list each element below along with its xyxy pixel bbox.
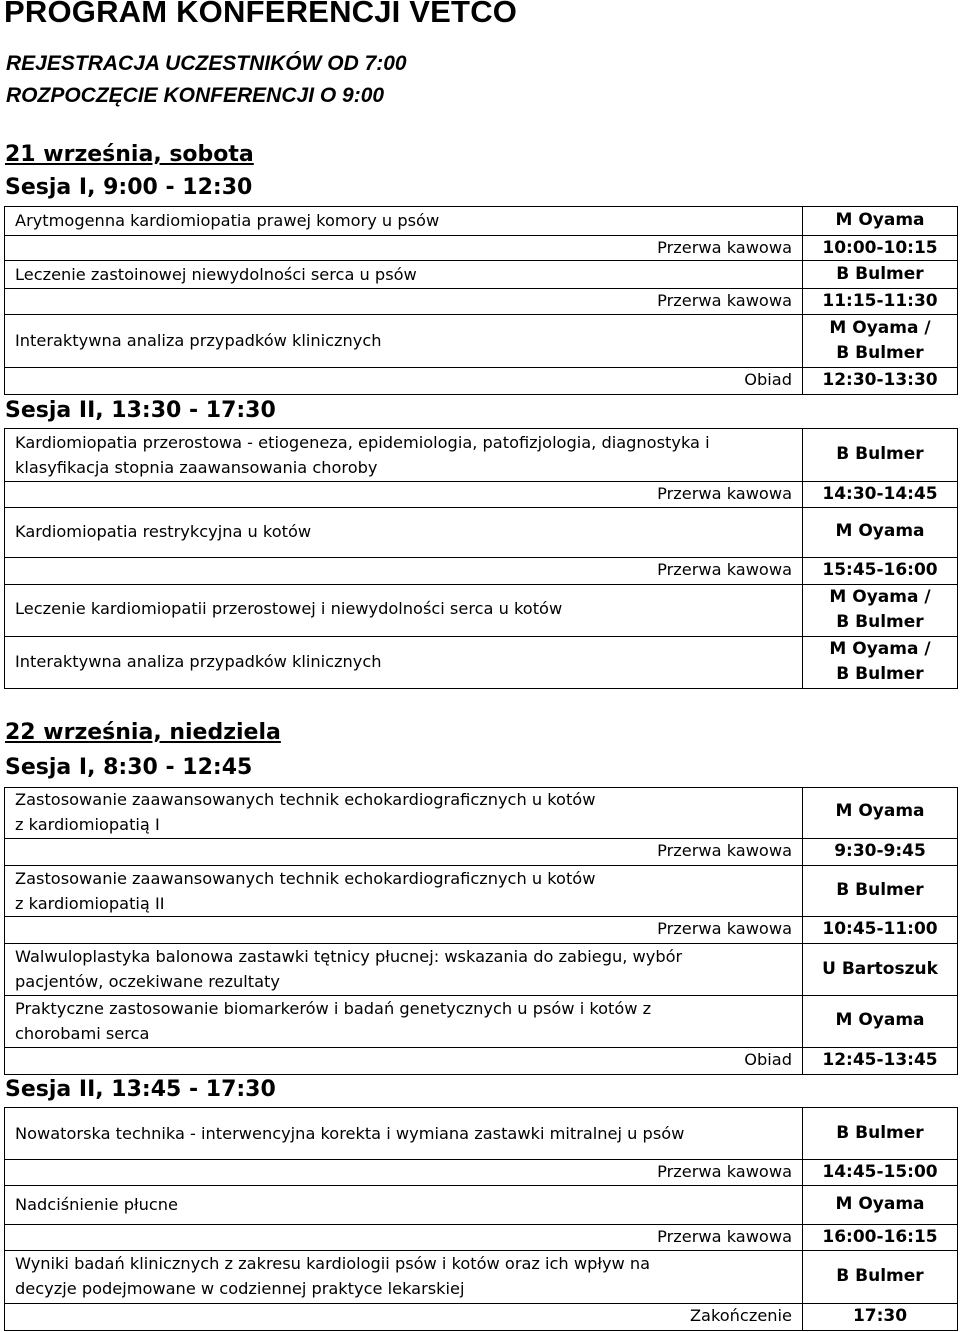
talk-title-line2: z kardiomiopatią I bbox=[15, 815, 160, 834]
speaker: B Bulmer bbox=[836, 1266, 924, 1286]
talk-title-line2: decyzje podejmowane w codziennej praktyce lekarskiej bbox=[15, 1279, 465, 1298]
talk-title: Nadciśnienie płucne bbox=[15, 1195, 178, 1214]
opening-note: ROZPOCZĘCIE KONFERENCJI O 9:00 bbox=[6, 84, 385, 107]
talk-title-line2: klasyfikacja stopnia zaawansowania choroby bbox=[15, 458, 378, 477]
talk-title: Arytmogenna kardiomiopatia prawej komory u psów bbox=[15, 211, 440, 230]
speaker-line1: M Oyama / bbox=[829, 587, 931, 607]
talk-title-line1: Wyniki badań klinicznych z zakresu kardiologii psów i kotów oraz ich wpływ na bbox=[15, 1254, 651, 1273]
talk-title: Kardiomiopatia restrykcyjna u kotów bbox=[15, 522, 312, 541]
break-time: 9:30-9:45 bbox=[834, 841, 926, 861]
speaker: B Bulmer bbox=[836, 444, 924, 464]
break-label: Przerwa kawowa bbox=[657, 484, 792, 503]
day2-session2-heading: Sesja II, 13:45 - 17:30 bbox=[5, 1077, 276, 1102]
day2-session1-heading: Sesja I, 8:30 - 12:45 bbox=[5, 755, 253, 780]
speaker: M Oyama bbox=[835, 521, 925, 541]
talk-title-line1: Praktyczne zastosowanie biomarkerów i badań genetycznych u psów i kotów z bbox=[15, 999, 652, 1018]
talk-title: Leczenie zastoinowej niewydolności serca u psów bbox=[15, 265, 417, 284]
talk-title-line1: Zastosowanie zaawansowanych technik echokardiograficznych u kotów bbox=[15, 790, 596, 809]
registration-note: REJESTRACJA UCZESTNIKÓW OD 7:00 bbox=[6, 52, 407, 75]
break-time: 15:45-16:00 bbox=[822, 560, 938, 580]
break-label: Przerwa kawowa bbox=[657, 919, 792, 938]
break-label: Przerwa kawowa bbox=[657, 1227, 792, 1246]
talk-title: Interaktywna analiza przypadków klinicznych bbox=[15, 652, 382, 671]
talk-title-line1: Zastosowanie zaawansowanych technik echokardiograficznych u kotów bbox=[15, 869, 596, 888]
talk-title-line1: Kardiomiopatia przerostowa - etiogeneza, epidemiologia, patofizjologia, diagnostyka i bbox=[15, 433, 710, 452]
talk-title-line2: z kardiomiopatią II bbox=[15, 894, 165, 913]
speaker: M Oyama bbox=[835, 801, 925, 821]
day1-session1-heading: Sesja I, 9:00 - 12:30 bbox=[5, 175, 253, 200]
speaker: B Bulmer bbox=[836, 264, 924, 284]
break-time: 16:00-16:15 bbox=[822, 1227, 938, 1247]
day2-heading: 22 września, niedziela bbox=[5, 720, 281, 745]
lunch-time: 12:45-13:45 bbox=[822, 1050, 938, 1070]
talk-title: Nowatorska technika - interwencyjna korekta i wymiana zastawki mitralnej u psów bbox=[15, 1124, 685, 1143]
day1-heading: 21 września, sobota bbox=[5, 142, 254, 167]
day1-session2-heading: Sesja II, 13:30 - 17:30 bbox=[5, 398, 276, 423]
break-time: 11:15-11:30 bbox=[822, 291, 938, 311]
end-label: Zakończenie bbox=[689, 1306, 792, 1325]
break-time: 14:30-14:45 bbox=[822, 484, 938, 504]
speaker: M Oyama bbox=[835, 210, 925, 230]
speaker: M Oyama bbox=[835, 1010, 925, 1030]
speaker-line2: B Bulmer bbox=[836, 664, 924, 684]
speaker-line2: B Bulmer bbox=[836, 343, 924, 363]
break-time: 14:45-15:00 bbox=[822, 1162, 938, 1182]
page-title: PROGRAM KONFERENCJI VETCO bbox=[4, 0, 518, 29]
speaker-line1: M Oyama / bbox=[829, 318, 931, 338]
speaker: U Bartoszuk bbox=[822, 959, 938, 979]
break-label: Przerwa kawowa bbox=[657, 1162, 792, 1181]
lunch-label: Obiad bbox=[744, 370, 792, 389]
talk-title-line1: Walwuloplastyka balonowa zastawki tętnicy płucnej: wskazania do zabiegu, wybór bbox=[15, 947, 683, 966]
speaker-line2: B Bulmer bbox=[836, 612, 924, 632]
break-label: Przerwa kawowa bbox=[657, 841, 792, 860]
talk-title: Interaktywna analiza przypadków klinicznych bbox=[15, 331, 382, 350]
lunch-label: Obiad bbox=[744, 1050, 792, 1069]
talk-title: Leczenie kardiomiopatii przerostowej i niewydolności serca u kotów bbox=[15, 599, 563, 618]
talk-title-line2: pacjentów, oczekiwane rezultaty bbox=[15, 972, 280, 991]
break-time: 10:45-11:00 bbox=[822, 919, 938, 939]
speaker: M Oyama bbox=[835, 1194, 925, 1214]
speaker: B Bulmer bbox=[836, 1123, 924, 1143]
break-time: 10:00-10:15 bbox=[822, 238, 938, 258]
break-label: Przerwa kawowa bbox=[657, 291, 792, 310]
end-time: 17:30 bbox=[852, 1306, 908, 1326]
lunch-time: 12:30-13:30 bbox=[822, 370, 938, 390]
break-label: Przerwa kawowa bbox=[657, 560, 792, 579]
speaker-line1: M Oyama / bbox=[829, 639, 931, 659]
break-label: Przerwa kawowa bbox=[657, 238, 792, 257]
speaker: B Bulmer bbox=[836, 880, 924, 900]
talk-title-line2: chorobami serca bbox=[15, 1024, 150, 1043]
